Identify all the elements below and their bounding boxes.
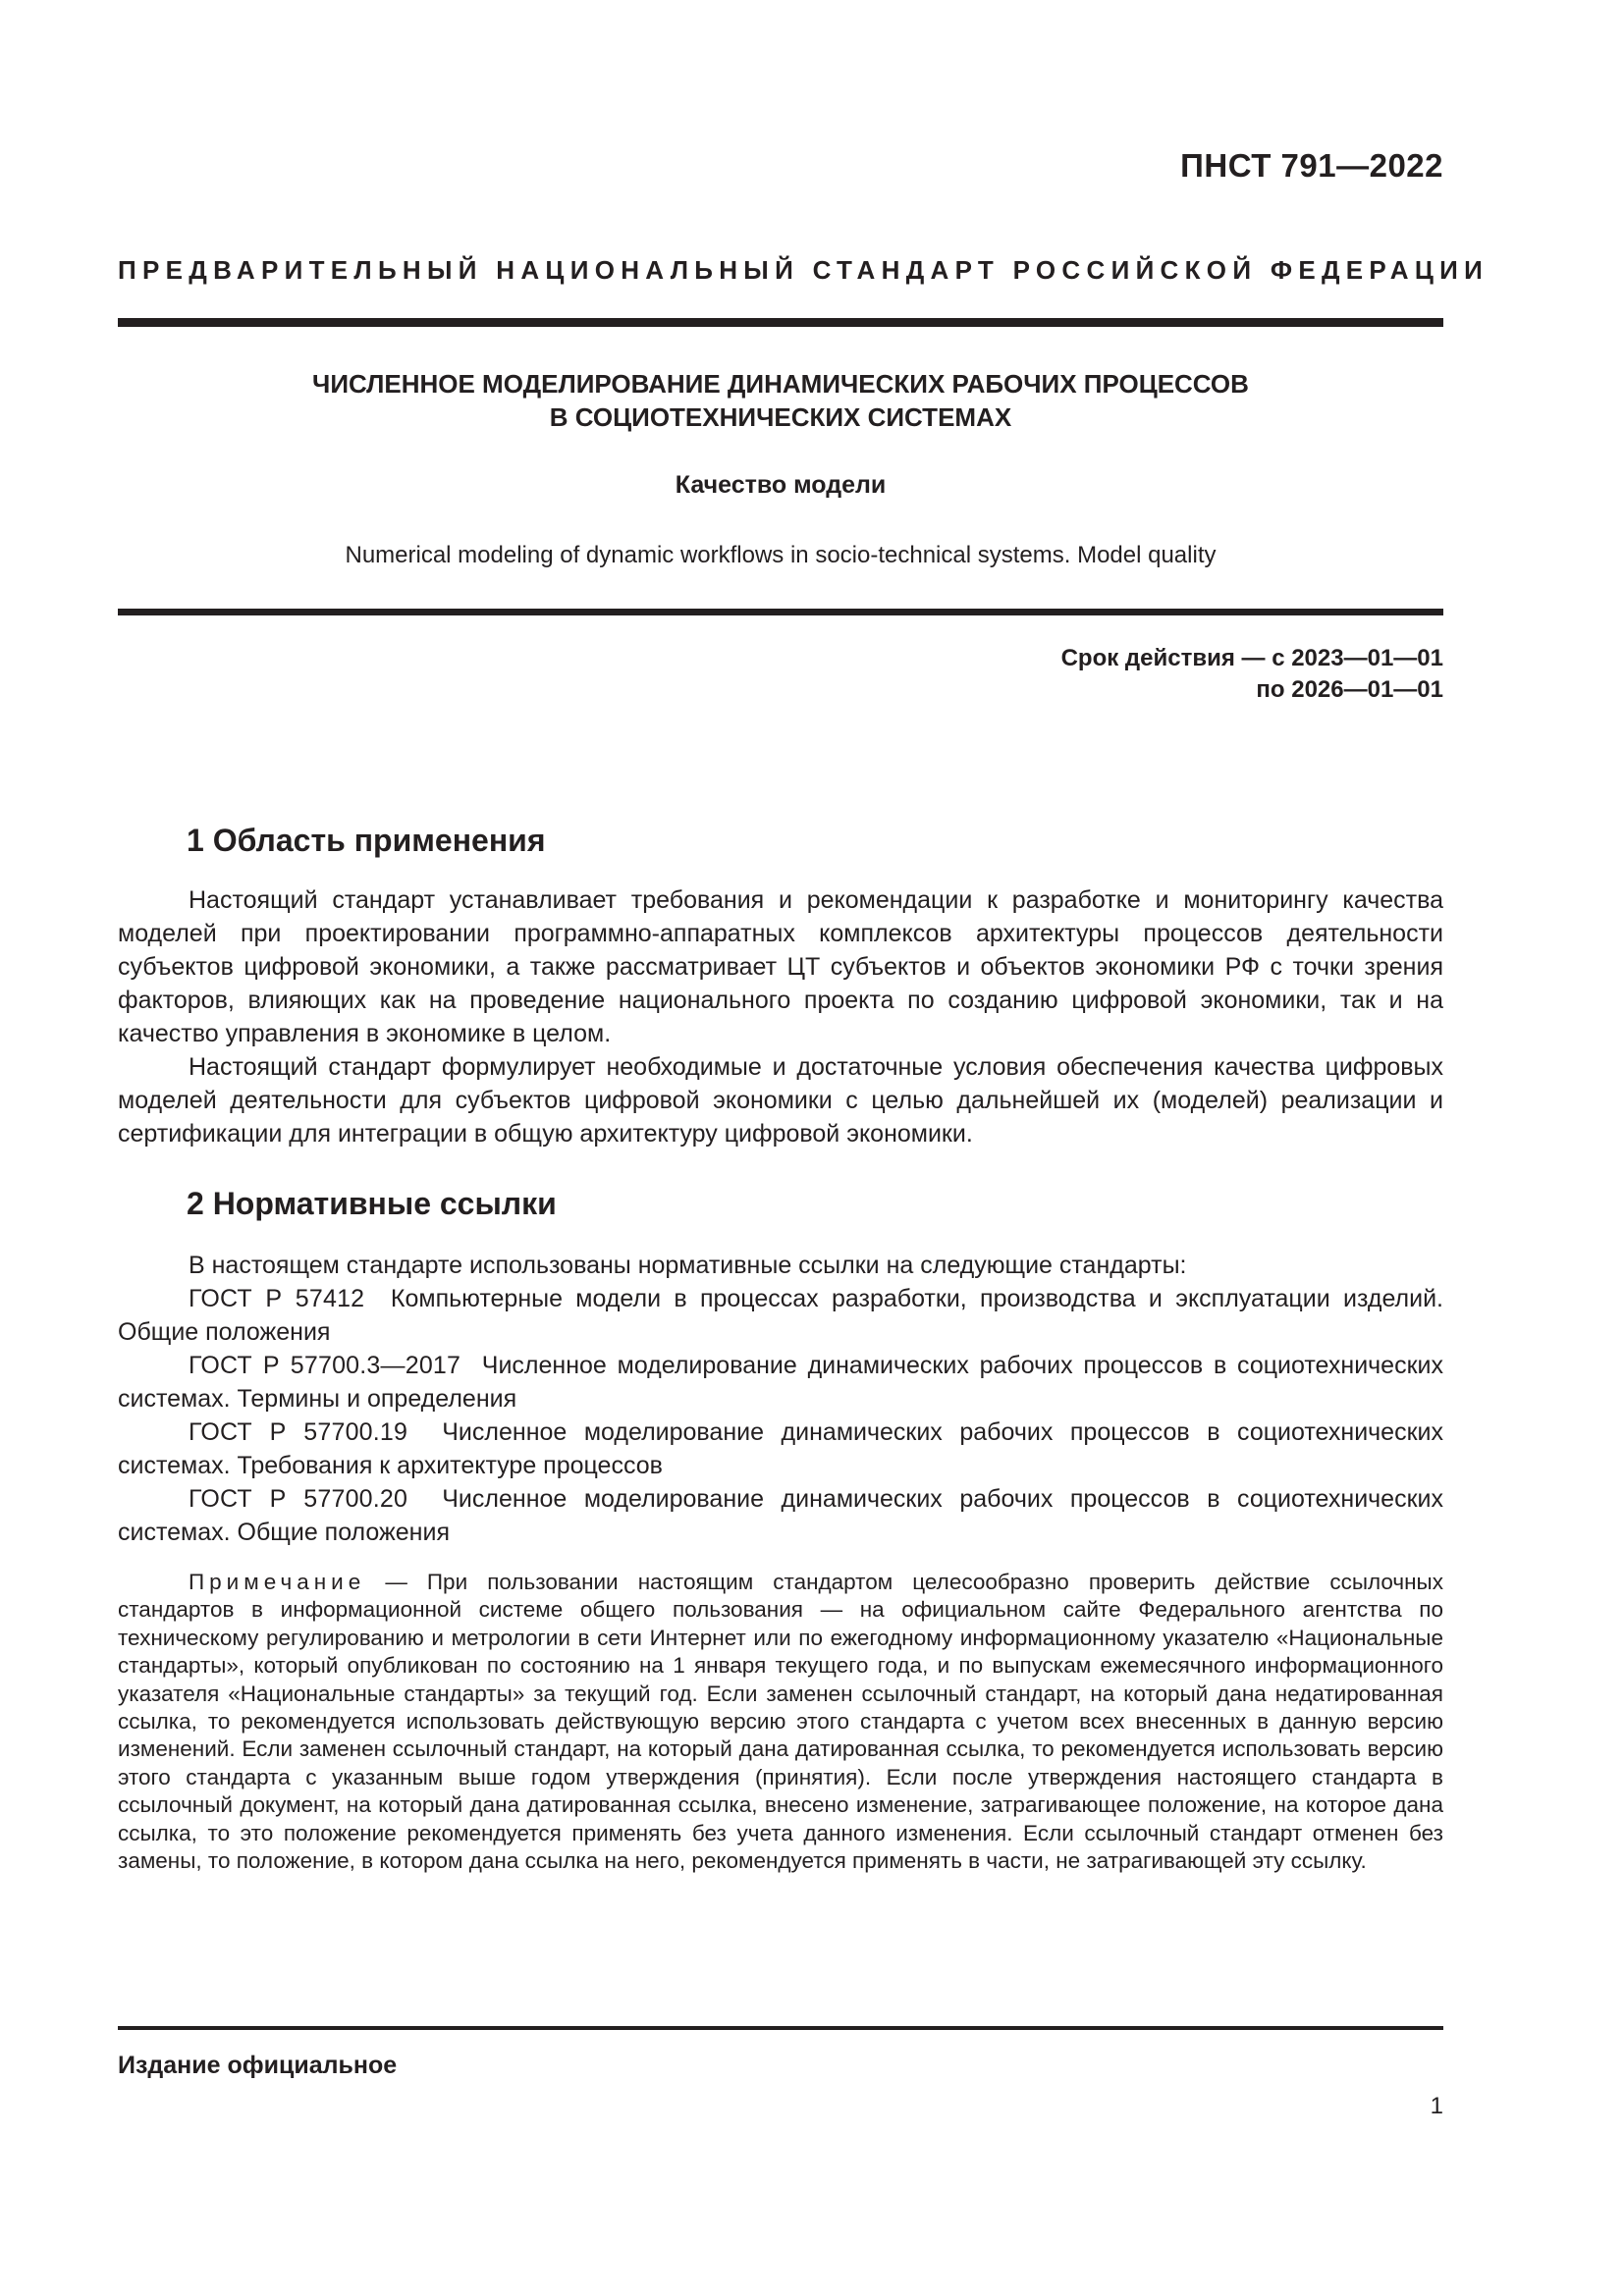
note-text: — При пользовании настоящим стандартом целесообразно проверить действие ссылочных стандартов в информационной системе общего пользования — на официальном сайте Федерального агентства по техническому регулированию и метрологии в сети Интернет или по ежегодному информационному указателю «Национальные стандарты», который опубликован по состоянию на 1 января текущего года, и по выпускам ежемесячного информационного указателя «Национальные стандарты» за текущий год. Если заменен ссылочный стандарт, на который дана недатированная ссылка, то рекомендуется использовать действующую версию этого стандарта с учетом всех внесенных в данную версию изменений. Если заменен ссылочный стандарт, на который дана датированная ссылка, то рекомендуется использовать версию этого стандарта с указанным выше годом утверждения (принятия). Если после утверждения настоящего стандарта в ссылочный документ, на который дана датированная ссылка, внесено изменение, затрагивающее положение, на которое дана ссылка, то это положение рекомендуется применять без учета данного изменения. Если ссылочный стандарт отменен без замены, то положение, в котором дана ссылка на него, рекомендуется применять в части, не затрагивающей эту ссылку. [118,1570,1443,1874]
reference-code: ГОСТ Р 57700.3—2017 [189,1352,461,1379]
footer-divider [118,2026,1443,2030]
reference-title: Численное моделирование динамических рабочих процессов в социотехнических системах. Термины и определения [118,1352,1443,1413]
reference-item [118,1482,1443,1549]
title-line-2: В СОЦИОТЕХНИЧЕСКИХ СИСТЕМАХ [549,402,1012,432]
reference-item [118,1415,1443,1482]
references-note [118,1569,1443,1875]
title-divider [118,609,1443,615]
section-scope-body [118,883,1443,1150]
section-heading-references: 2 Нормативные ссылки [187,1186,557,1221]
official-edition-label: Издание официальное [118,2052,398,2079]
document-number: ПНСТ 791—2022 [1180,147,1443,184]
section-heading-scope: 1 Область применения [187,823,546,858]
reference-title: Численное моделирование динамических рабочих процессов в социотехнических системах. Общие положения [118,1485,1443,1546]
validity-period [1061,643,1443,706]
section-references-body [118,1249,1443,1549]
english-title: Numerical modeling of dynamic workflows in socio-technical systems. Model quality [345,542,1217,568]
scope-paragraph-1: Настоящий стандарт устанавливает требования и рекомендации к разработке и мониторингу качества моделей при проектировании программно-аппаратных комплексов архитектуры процессов деятельности субъектов цифровой экономики, а также рассматривает ЦТ субъектов и объектов экономики РФ с точки зрения факторов, влияющих как на проведение национального проекта по созданию цифровой экономики, так и на качество управления в экономике в целом. [118,886,1443,1047]
reference-item [118,1349,1443,1415]
validity-end: по 2026—01—01 [1256,676,1443,703]
document-subtitle: Качество модели [675,471,887,499]
references-intro: В настоящем стандарте использованы нормативные ссылки на следующие стандарты: [189,1252,1187,1279]
title-line-1: ЧИСЛЕННОЕ МОДЕЛИРОВАНИЕ ДИНАМИЧЕСКИХ РАБОЧИХ ПРОЦЕССОВ [312,369,1249,399]
note-label: Примечание [189,1570,366,1594]
top-divider [118,318,1443,327]
note-paragraph [118,1569,1443,1875]
scope-paragraph-2: Настоящий стандарт формулирует необходимые и достаточные условия обеспечения качества цифровых моделей деятельности для субъектов цифровой экономики с целью дальнейшей их (моделей) реализации и сертификации для интеграции в общую архитектуру цифровой экономики. [118,1053,1443,1148]
page-number: 1 [1430,2093,1443,2119]
standard-type-line: ПРЕДВАРИТЕЛЬНЫЙ НАЦИОНАЛЬНЫЙ СТАНДАРТ РОССИЙСКОЙ ФЕДЕРАЦИИ [118,255,1489,285]
reference-item [118,1282,1443,1349]
reference-code: ГОСТ Р 57700.19 [189,1418,408,1446]
reference-title: Численное моделирование динамических рабочих процессов в социотехнических системах. Требования к архитектуре процессов [118,1418,1443,1479]
reference-code: ГОСТ Р 57700.20 [189,1485,408,1513]
reference-code: ГОСТ Р 57412 [189,1285,365,1312]
validity-start: Срок действия — с 2023—01—01 [1060,645,1443,671]
document-title [118,367,1443,434]
reference-title: Компьютерные модели в процессах разработки, производства и эксплуатации изделий. Общие положения [118,1285,1443,1346]
